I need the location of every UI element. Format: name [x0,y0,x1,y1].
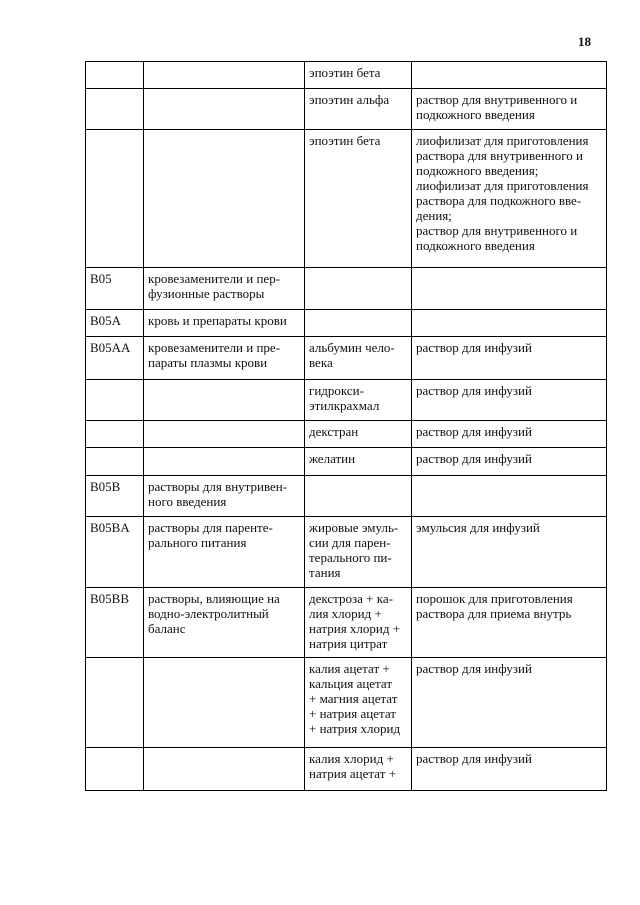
dosage-form-text: лиофилизат для приготовления раствора для внутривенного и подкожного введения; лиофилизат для приготовления раствора для подкожного вве- дения; раствор для внутривенного и подкожного введения [416,133,589,253]
table-row [86,268,607,310]
atc-code-cell [86,62,144,89]
atc-code-cell [86,310,144,337]
dosage-form-cell [412,588,607,658]
dosage-form-cell [412,89,607,130]
dosage-form-text: раствор для инфузий [416,751,532,766]
anatomical-therapeutic-group-text: растворы для паренте- рального питания [148,520,273,550]
atc-code-cell [86,476,144,517]
dosage-form-cell [412,130,607,268]
dosage-form-cell [412,517,607,588]
table-row [86,658,607,748]
atc-code-text: B05BA [90,520,130,535]
dosage-form-cell [412,62,607,89]
drug-name-text: эпоэтин альфа [309,92,390,107]
drug-name-cell [305,310,412,337]
anatomical-therapeutic-group-text: растворы для внутривен- ного введения [148,479,288,509]
drug-name-cell [305,89,412,130]
drug-name-text: декстроза + ка- лия хлорид + натрия хлорид + натрия цитрат [309,591,401,651]
drug-name-cell [305,588,412,658]
atc-code-text: B05B [90,479,121,494]
atc-code-cell [86,268,144,310]
atc-code-cell [86,448,144,476]
anatomical-therapeutic-group-text: кровезаменители и пре- параты плазмы крови [148,340,281,370]
drug-name-text: калия ацетат + кальция ацетат + магния ацетат + натрия ацетат + натрия хлорид [309,661,401,736]
atc-code-cell [86,89,144,130]
dosage-form-text: раствор для инфузий [416,340,532,355]
table-row [86,310,607,337]
table-row [86,748,607,791]
anatomical-therapeutic-group-cell [144,310,305,337]
dosage-form-text: порошок для приготовления раствора для приема внутрь [416,591,573,621]
table-body [86,62,607,791]
table-row [86,62,607,89]
drug-name-text: желатин [309,451,356,466]
drug-name-cell [305,448,412,476]
dosage-form-cell [412,268,607,310]
drug-name-cell [305,517,412,588]
anatomical-therapeutic-group-text: кровь и препараты крови [148,313,287,328]
drug-name-cell [305,421,412,448]
table-row [86,588,607,658]
drug-name-text: калия хлорид + натрия ацетат + [309,751,396,781]
table-row [86,517,607,588]
anatomical-therapeutic-group-cell [144,517,305,588]
dosage-form-cell [412,337,607,380]
atc-code-text: B05A [90,313,122,328]
table-row [86,89,607,130]
anatomical-therapeutic-group-cell [144,448,305,476]
atc-code-text: B05AA [90,340,131,355]
drug-name-cell [305,476,412,517]
anatomical-therapeutic-group-cell [144,89,305,130]
dosage-form-cell [412,421,607,448]
drug-name-cell [305,130,412,268]
anatomical-therapeutic-group-text: кровезаменители и пер- фузионные растворы [148,271,281,301]
drug-name-text: эпоэтин бета [309,65,381,80]
anatomical-therapeutic-group-cell [144,62,305,89]
drug-name-cell [305,748,412,791]
anatomical-therapeutic-group-cell [144,476,305,517]
drug-name-cell [305,268,412,310]
anatomical-therapeutic-group-cell [144,268,305,310]
atc-code-cell [86,517,144,588]
dosage-form-cell [412,748,607,791]
anatomical-therapeutic-group-text: растворы, влияющие на водно-электролитный баланс [148,591,280,636]
table-row [86,380,607,421]
atc-code-cell [86,380,144,421]
table-row [86,421,607,448]
dosage-form-cell [412,476,607,517]
atc-code-cell [86,748,144,791]
dosage-form-text: раствор для внутривенного и подкожного введения [416,92,578,122]
anatomical-therapeutic-group-cell [144,748,305,791]
table-row [86,448,607,476]
page-number: 18 [578,34,591,49]
dosage-form-text: раствор для инфузий [416,383,532,398]
drug-name-cell [305,380,412,421]
anatomical-therapeutic-group-cell [144,658,305,748]
drug-name-cell [305,658,412,748]
atc-code-cell [86,130,144,268]
drug-name-text: альбумин чело- века [309,340,395,370]
drug-name-text: декстран [309,424,359,439]
table-row [86,337,607,380]
atc-code-cell [86,658,144,748]
drug-classification-table [85,61,607,791]
anatomical-therapeutic-group-cell [144,421,305,448]
dosage-form-cell [412,380,607,421]
drug-name-text: гидрокси- этилкрахмал [309,383,380,413]
atc-code-cell [86,421,144,448]
drug-name-text: жировые эмуль- сии для парен- терального пи- тания [309,520,399,580]
anatomical-therapeutic-group-cell [144,337,305,380]
dosage-form-cell [412,448,607,476]
drug-name-cell [305,337,412,380]
dosage-form-text: раствор для инфузий [416,451,532,466]
dosage-form-cell [412,310,607,337]
dosage-form-text: раствор для инфузий [416,424,532,439]
atc-code-cell [86,588,144,658]
anatomical-therapeutic-group-cell [144,588,305,658]
table-row [86,476,607,517]
drug-name-cell [305,62,412,89]
table-row [86,130,607,268]
atc-code-text: B05BB [90,591,130,606]
dosage-form-text: раствор для инфузий [416,661,532,676]
atc-code-text: B05 [90,271,112,286]
dosage-form-cell [412,658,607,748]
anatomical-therapeutic-group-cell [144,130,305,268]
drug-name-text: эпоэтин бета [309,133,381,148]
anatomical-therapeutic-group-cell [144,380,305,421]
dosage-form-text: эмульсия для инфузий [416,520,540,535]
atc-code-cell [86,337,144,380]
